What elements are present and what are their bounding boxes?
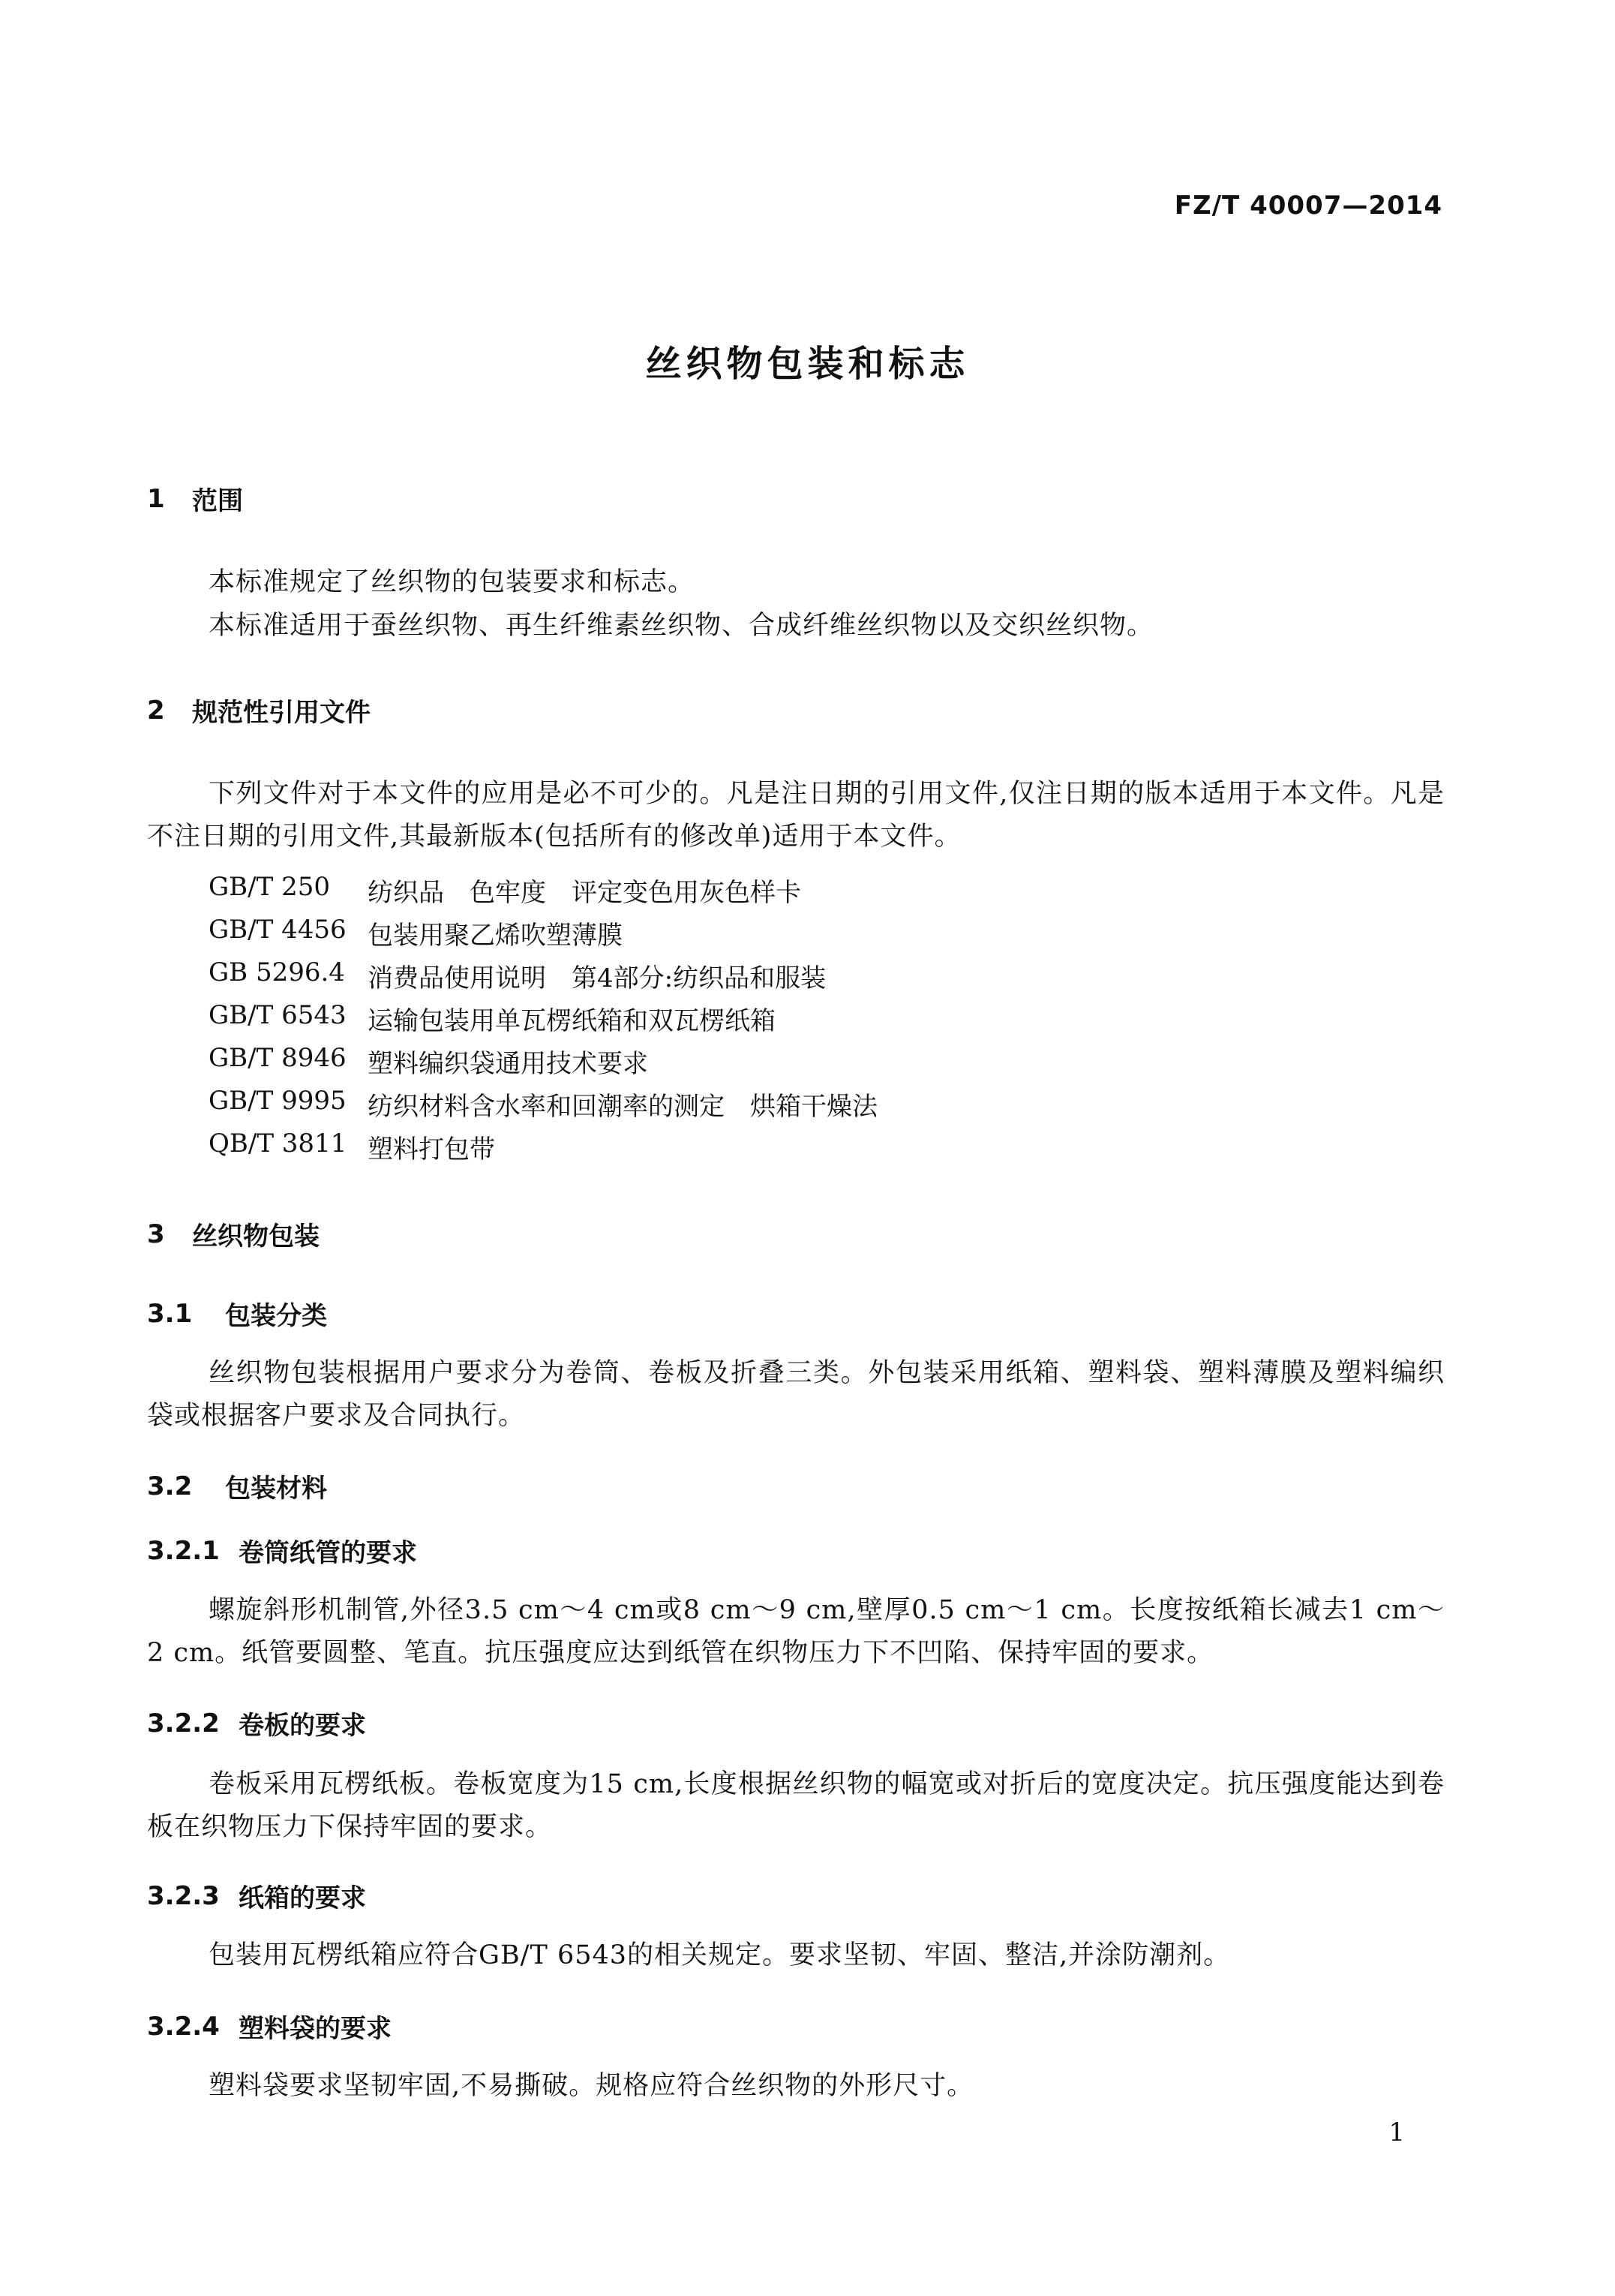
paragraph: 螺旋斜形机制管,外径3.5 cm～4 cm或8 cm～9 cm,壁厚0.5 cm～1 cm。长度按纸箱长减去1 cm～2 cm。纸管要圆整、笔直。抗压强度应达到纸管在织物压力下不凹陷、保持牢固的要求。 bbox=[147, 1595, 1445, 1668]
reference-code: GB 5296.4 bbox=[209, 957, 345, 987]
reference-code: GB/T 250 bbox=[209, 872, 330, 902]
section-number: 3.2 bbox=[147, 1471, 193, 1501]
section-2-heading bbox=[0, 692, 1615, 729]
subsection-3-2-heading bbox=[0, 1468, 1615, 1504]
section-title: 纸箱的要求 bbox=[239, 1883, 366, 1913]
section-title: 丝织物包装 bbox=[192, 1222, 320, 1252]
section-number: 3.2.2 bbox=[147, 1708, 220, 1739]
page-number: 1 bbox=[1388, 2117, 1405, 2147]
reference-code: GB/T 4456 bbox=[209, 915, 347, 945]
reference-code: GB/T 6543 bbox=[209, 1000, 347, 1030]
reference-title: 纺织材料含水率和回潮率的测定 烘箱干燥法 bbox=[368, 1092, 878, 1122]
section-title: 包装分类 bbox=[225, 1301, 327, 1331]
reference-item bbox=[209, 1000, 776, 1037]
reference-code: GB/T 9995 bbox=[209, 1086, 347, 1116]
paragraph: 包装用瓦楞纸箱应符合GB/T 6543的相关规定。要求坚韧、牢固、整洁,并涂防潮剂。 bbox=[209, 1940, 1231, 1970]
reference-item bbox=[209, 957, 826, 994]
paragraph: 丝织物包装根据用户要求分为卷筒、卷板及折叠三类。外包装采用纸箱、塑料袋、塑料薄膜及塑料编织袋或根据客户要求及合同执行。 bbox=[147, 1358, 1445, 1431]
section-number: 3.2.3 bbox=[147, 1880, 220, 1911]
section-title: 卷筒纸管的要求 bbox=[239, 1538, 417, 1568]
reference-code: GB/T 8946 bbox=[209, 1043, 347, 1073]
paragraph: 卷板采用瓦楞纸板。卷板宽度为15 cm,长度根据丝织物的幅宽或对折后的宽度决定。抗压强度能达到卷板在织物压力下保持牢固的要求。 bbox=[147, 1769, 1445, 1842]
section-title: 范围 bbox=[192, 486, 243, 516]
section-3-heading bbox=[0, 1216, 1615, 1252]
reference-title: 消费品使用说明 第4部分:纺织品和服装 bbox=[368, 963, 827, 993]
section-number: 3.1 bbox=[147, 1298, 193, 1329]
subsection-3-2-3-heading bbox=[0, 1877, 1615, 1914]
reference-title: 运输包装用单瓦楞纸箱和双瓦楞纸箱 bbox=[368, 1006, 776, 1036]
section-title: 塑料袋的要求 bbox=[239, 2014, 392, 2044]
subsection-3-1-heading bbox=[0, 1295, 1615, 1332]
reference-title: 纺织品 色牢度 评定变色用灰色样卡 bbox=[368, 878, 801, 908]
reference-title: 塑料打包带 bbox=[368, 1134, 495, 1165]
section-number: 3 bbox=[147, 1219, 165, 1249]
paragraph: 本标准规定了丝织物的包装要求和标志。 bbox=[209, 567, 695, 597]
reference-code: QB/T 3811 bbox=[209, 1128, 347, 1159]
section-number: 3.2.4 bbox=[147, 2011, 220, 2042]
reference-item bbox=[209, 1128, 495, 1165]
doc-number: FZ/T 40007—2014 bbox=[1174, 191, 1442, 221]
subsection-3-2-4-heading bbox=[0, 2008, 1615, 2045]
reference-item bbox=[209, 872, 801, 909]
reference-title: 塑料编织袋通用技术要求 bbox=[368, 1049, 648, 1079]
paragraph: 下列文件对于本文件的应用是必不可少的。凡是注日期的引用文件,仅注日期的版本适用于本文件。凡是不注日期的引用文件,其最新版本(包括所有的修改单)适用于本文件。 bbox=[147, 779, 1445, 852]
subsection-3-2-2-heading bbox=[0, 1705, 1615, 1742]
section-number: 1 bbox=[147, 483, 165, 514]
document-title: 丝织物包装和标志 bbox=[645, 343, 970, 385]
paragraph: 塑料袋要求坚韧牢固,不易撕破。规格应符合丝织物的外形尺寸。 bbox=[209, 2071, 974, 2101]
section-title: 包装材料 bbox=[225, 1474, 327, 1504]
reference-item bbox=[209, 1043, 648, 1080]
subsection-3-2-1-heading bbox=[0, 1532, 1615, 1569]
section-number: 3.2.1 bbox=[147, 1535, 220, 1566]
reference-title: 包装用聚乙烯吹塑薄膜 bbox=[368, 921, 623, 951]
section-title: 规范性引用文件 bbox=[192, 698, 371, 728]
paragraph: 本标准适用于蚕丝织物、再生纤维素丝织物、合成纤维丝织物以及交织丝织物。 bbox=[209, 611, 1154, 641]
reference-item bbox=[209, 1086, 878, 1122]
section-title: 卷板的要求 bbox=[239, 1711, 366, 1741]
section-1-heading bbox=[0, 480, 1615, 517]
reference-item bbox=[209, 915, 623, 951]
section-number: 2 bbox=[147, 695, 165, 726]
